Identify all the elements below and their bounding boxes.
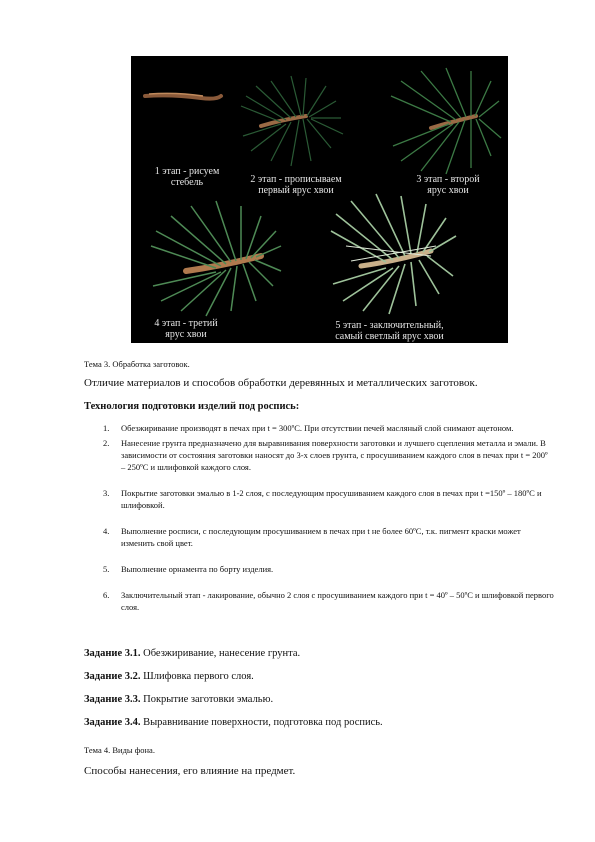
task-text: Обезжиривание, нанесение грунта. [140,648,301,659]
technology-heading: Технология подготовки изделий под роспись: [84,401,300,412]
list-item-number: 6. [103,590,110,600]
task-label: Задание 3.4. [84,717,141,728]
stage-5-caption: 5 этап - заключительный, самый светлый ярус хвои [335,320,444,342]
task-text: Выравнивание поверхности, подготовка под роспись. [140,717,383,728]
task-label: Задание 3.2. [84,671,141,682]
list-item-text: Покрытие заготовки эмалью в 1-2 слоя, с последующим просушиванием каждого слоя в печах при t =150º – 180ºС и шлифовкой. [121,488,542,510]
stage-2-branch [241,76,343,166]
list-item-text: Выполнение росписи, с последующим просушиванием в печах при t не более 60ºС, т.к. пигмент краски может изменить свой цвет. [121,526,521,548]
pine-painting-stages-image [131,56,508,343]
list-item-text: Нанесение грунта предназначено для выравнивания поверхности заготовки и лучшего сцепления металла и эмали. В зависимости от состояния заготовки наносят до 3-х слоев грунта, с просушиванием каждого слоя в печах при t = 200º – 250ºС и шлифовкой каждого слоя. [121,438,548,472]
task-text: Покрытие заготовки эмалью. [140,694,274,705]
topic-3-subtitle: Отличие материалов и способов обработки деревянных и металлических заготовок. [84,377,478,389]
stage-4-caption: 4 этап - третий ярус хвои [154,318,218,340]
list-item-number: 2. [103,438,110,448]
stage-1-caption: 1 этап - рисуем стебель [154,166,220,188]
task-text: Шлифовка первого слоя. [140,671,254,682]
preparation-steps-list [84,422,554,613]
stage-4-branch [151,201,281,316]
task-3-4 [84,717,383,728]
pine-branch-drawings [131,56,508,343]
list-item-text: Выполнение орнамента по борту изделия. [121,564,274,574]
list-item-text: Обезжиривание производят в печах при t = 300ºС. При отсутствии печей масляный слой снимают ацетоном. [121,423,514,433]
list-item-number: 1. [103,423,110,433]
stage-2-caption: 2 этап - прописываем первый ярус хвои [250,174,342,196]
list-item [84,525,554,549]
stage-1-stem [145,93,221,98]
task-3-2 [84,671,254,682]
task-label: Задание 3.3. [84,694,141,705]
stage-3-caption: 3 этап - второй ярус хвои [416,174,480,196]
list-item-text: Заключительный этап - лакирование, обычно 2 слоя с просушиванием каждого при t = 40º – 50ºС и шлифовкой первого слоя. [121,590,554,612]
stage-5-branch [331,194,456,314]
list-item-number: 3. [103,488,110,498]
stage-3-branch [391,68,501,174]
task-label: Задание 3.1. [84,648,141,659]
topic-4-title: Тема 4. Виды фона. [84,745,155,755]
list-item-number: 4. [103,526,110,536]
list-item [84,563,554,575]
list-item [84,589,554,613]
list-item [84,422,554,434]
task-3-3 [84,694,273,705]
topic-4-subtitle: Способы нанесения, его влияние на предмет. [84,765,296,777]
task-3-1 [84,648,300,659]
topic-3-title: Тема 3. Обработка заготовок. [84,359,190,369]
list-item-number: 5. [103,564,110,574]
list-item [84,437,554,473]
list-item [84,487,554,511]
